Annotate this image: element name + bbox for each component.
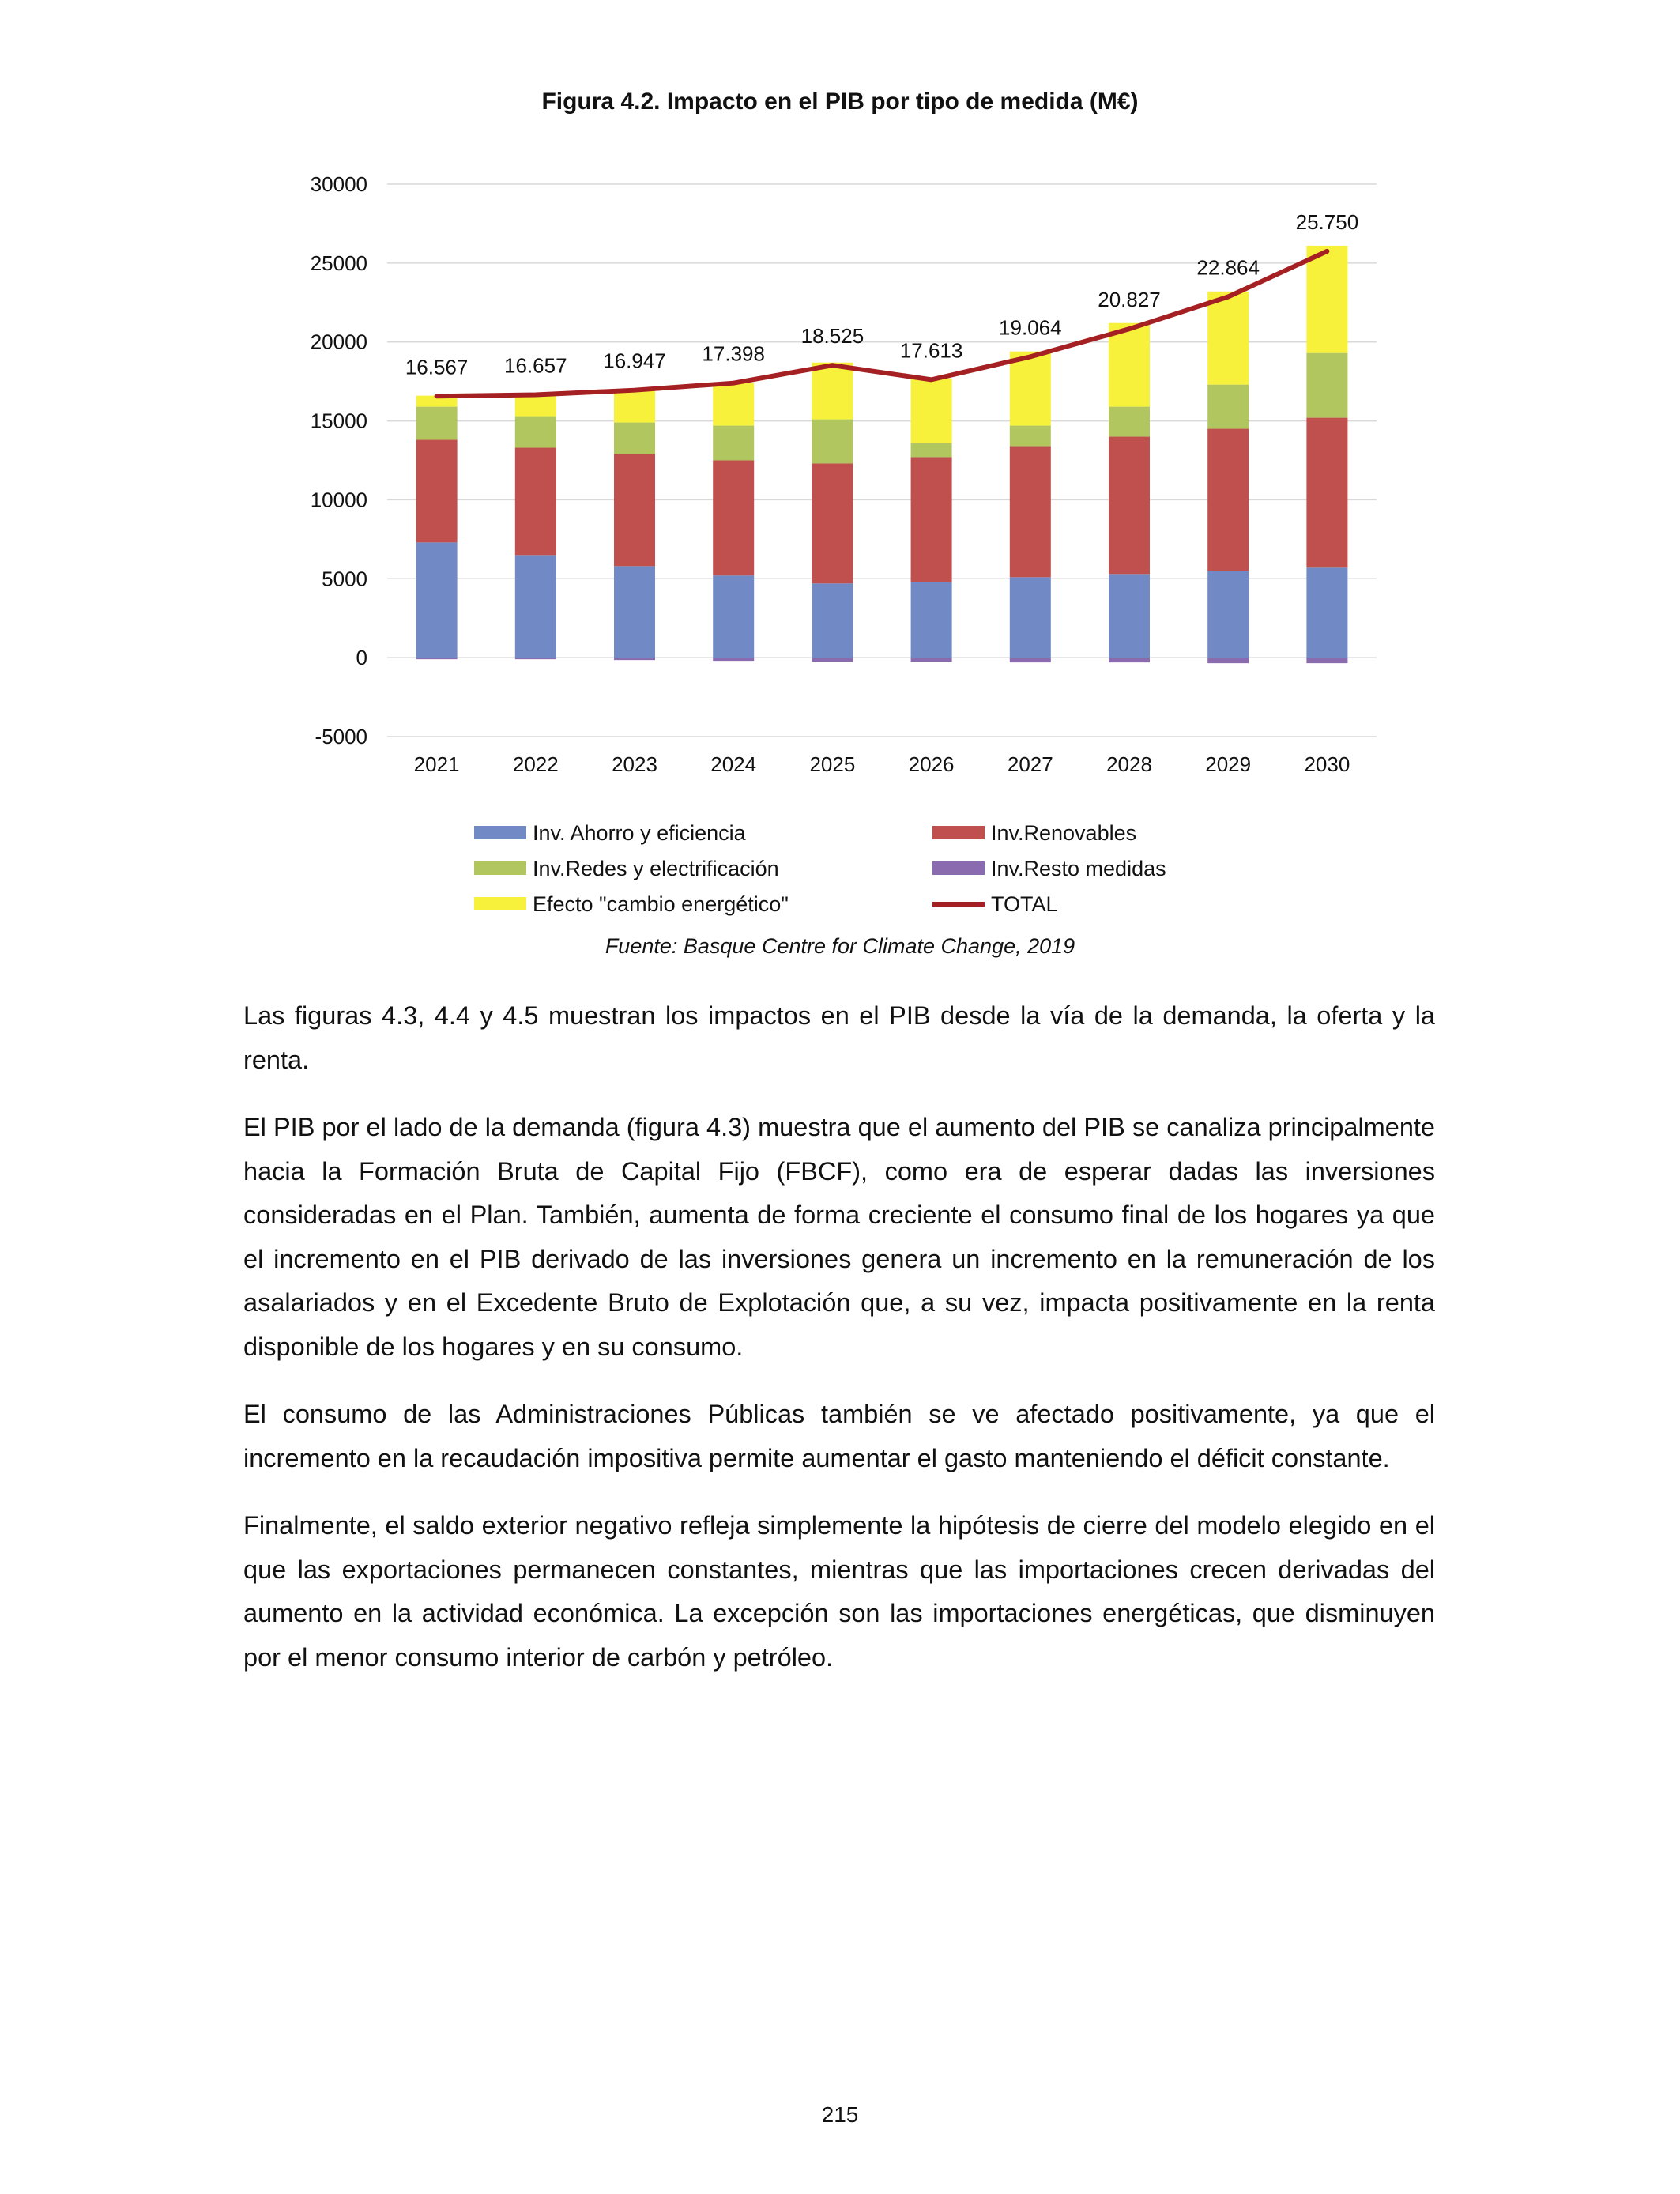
legend-label: Inv.Redes y electrificación bbox=[533, 857, 779, 880]
data-label: 16.657 bbox=[504, 353, 567, 378]
bar-segment bbox=[614, 391, 655, 423]
bar-segment bbox=[515, 417, 556, 448]
bar-segment bbox=[1207, 571, 1249, 658]
bar-segment bbox=[1306, 418, 1347, 568]
bar-segment bbox=[713, 658, 754, 661]
bar-segment bbox=[1109, 658, 1150, 662]
y-tick-label: 25000 bbox=[310, 251, 367, 275]
bar-segment bbox=[614, 658, 655, 660]
legend-item-ahorro bbox=[474, 817, 746, 849]
bar-segment bbox=[713, 461, 754, 576]
y-tick-label: 15000 bbox=[310, 409, 367, 433]
legend-item-efecto bbox=[474, 888, 789, 920]
bar-segment bbox=[416, 542, 458, 658]
bar-segment bbox=[515, 448, 556, 556]
bar-segment bbox=[1010, 352, 1051, 426]
gdp-impact-chart bbox=[0, 0, 1680, 806]
data-label: 22.864 bbox=[1196, 255, 1260, 280]
bar-segment bbox=[1109, 407, 1150, 437]
legend-item-redes bbox=[474, 853, 779, 884]
y-tick-label: 30000 bbox=[310, 172, 367, 196]
bar-segment bbox=[1207, 385, 1249, 429]
bar-segment bbox=[416, 440, 458, 543]
bar-segment bbox=[713, 383, 754, 426]
bar-segment bbox=[1010, 426, 1051, 447]
legend-swatch bbox=[932, 826, 985, 839]
bar-segment bbox=[713, 426, 754, 461]
data-label: 17.398 bbox=[702, 341, 765, 366]
bar-segment bbox=[911, 458, 952, 582]
legend-label: TOTAL bbox=[991, 892, 1058, 916]
y-tick-label: 20000 bbox=[310, 330, 367, 354]
bar-segment bbox=[515, 396, 556, 417]
bar-segment bbox=[1306, 246, 1347, 353]
bar-segment bbox=[515, 658, 556, 659]
x-axis-ticks bbox=[414, 752, 1350, 776]
y-axis-ticks bbox=[311, 172, 367, 748]
bar-segment bbox=[812, 420, 853, 464]
legend-swatch bbox=[474, 897, 526, 910]
bar-segment bbox=[911, 658, 952, 662]
y-tick-label: 5000 bbox=[322, 567, 367, 591]
data-label: 17.613 bbox=[899, 338, 963, 363]
bar-segment bbox=[515, 555, 556, 658]
bar-segment bbox=[1010, 658, 1051, 662]
bar-segment bbox=[614, 566, 655, 658]
bar-segment bbox=[911, 582, 952, 658]
figure-source: Fuente: Basque Centre for Climate Change, 2019 bbox=[605, 934, 1075, 958]
total-line-path bbox=[437, 251, 1328, 396]
bar-segment bbox=[812, 363, 853, 420]
x-tick-label: 2027 bbox=[1007, 752, 1053, 776]
bar-segment bbox=[1010, 447, 1051, 578]
bar-segment bbox=[416, 407, 458, 440]
paragraph: El PIB por el lado de la demanda (figura 4.3) muestra que el aumento del PIB se canaliza principalmente hacia la Formación Bruta de Capital Fijo (FBCF), como era de esperar dadas las inversiones consideradas en el Plan. También, aumenta de forma creciente el consumo final de los hogares ya que el incremento en el PIB derivado de las inversiones genera un incremento en la remuneración de los asalariados y en el Excedente Bruto de Explotación que, a su vez, impacta positivamente en la renta disponible de los hogares y en su consumo. bbox=[243, 1113, 1435, 1361]
data-label: 25.750 bbox=[1295, 209, 1359, 234]
x-tick-label: 2025 bbox=[809, 752, 856, 776]
bar-segment bbox=[812, 658, 853, 662]
bar-segment bbox=[1306, 567, 1347, 658]
legend-swatch bbox=[474, 826, 526, 839]
bar-segment bbox=[1207, 429, 1249, 571]
legend-label: Inv. Ahorro y eficiencia bbox=[533, 821, 746, 845]
bar-segment bbox=[614, 454, 655, 567]
data-label: 18.525 bbox=[800, 324, 864, 349]
bar-segment bbox=[1010, 577, 1051, 658]
bar-segment bbox=[1306, 353, 1347, 418]
bar-segment bbox=[1306, 658, 1347, 663]
bars bbox=[416, 246, 1348, 663]
bar-segment bbox=[1207, 292, 1249, 385]
figure-title: Figura 4.2. Impacto en el PIB por tipo de medida (M€) bbox=[541, 89, 1139, 115]
paragraph: Las figuras 4.3, 4.4 y 4.5 muestran los impactos en el PIB desde la vía de la demanda, la oferta y la renta. bbox=[243, 1001, 1435, 1074]
bar-segment bbox=[614, 423, 655, 454]
paragraph: Finalmente, el saldo exterior negativo refleja simplemente la hipótesis de cierre del modelo elegido en el que las exportaciones permanecen constantes, mientras que las importaciones crecen derivadas del aumento en la actividad económica. La excepción son las importaciones energéticas, que disminuyen por el menor consumo interior de carbón y petróleo. bbox=[243, 1511, 1435, 1672]
bar-segment bbox=[1109, 323, 1150, 407]
x-tick-label: 2022 bbox=[512, 752, 559, 776]
legend-item-total bbox=[932, 888, 1058, 920]
x-tick-label: 2030 bbox=[1304, 752, 1350, 776]
body-text bbox=[243, 994, 1435, 1703]
x-tick-label: 2026 bbox=[908, 752, 955, 776]
legend-label: Efecto "cambio energético" bbox=[533, 892, 789, 916]
bar-segment bbox=[1109, 574, 1150, 658]
legend-item-renovables bbox=[932, 817, 1136, 849]
bar-segment bbox=[812, 463, 853, 583]
paragraph: El consumo de las Administraciones Públicas también se ve afectado positivamente, ya que el incremento en la recaudación impositiva permite aumentar el gasto manteniendo el déficit constante. bbox=[243, 1400, 1435, 1472]
legend-label: Inv.Renovables bbox=[991, 821, 1137, 845]
data-label: 20.827 bbox=[1098, 288, 1161, 312]
data-label: 16.567 bbox=[405, 355, 469, 379]
x-tick-label: 2024 bbox=[710, 752, 757, 776]
bar-segment bbox=[1207, 658, 1249, 663]
legend-swatch bbox=[474, 861, 526, 875]
data-label: 16.947 bbox=[603, 349, 666, 373]
x-tick-label: 2029 bbox=[1205, 752, 1252, 776]
legend-label: Inv.Resto medidas bbox=[991, 857, 1166, 880]
bar-segment bbox=[713, 575, 754, 658]
y-tick-label: 0 bbox=[356, 646, 367, 670]
x-tick-label: 2028 bbox=[1106, 752, 1152, 776]
bar-segment bbox=[911, 443, 952, 458]
legend-item-resto bbox=[932, 853, 1166, 884]
y-tick-label: 10000 bbox=[310, 488, 367, 512]
data-label: 19.064 bbox=[999, 315, 1062, 340]
bar-segment bbox=[812, 583, 853, 658]
legend-swatch bbox=[932, 902, 985, 907]
bar-segment bbox=[911, 379, 952, 443]
page-number: 215 bbox=[821, 2102, 859, 2127]
total-line bbox=[437, 251, 1328, 396]
legend-swatch bbox=[932, 861, 985, 875]
x-tick-label: 2023 bbox=[612, 752, 657, 776]
y-tick-label: -5000 bbox=[315, 725, 367, 748]
bar-segment bbox=[416, 658, 458, 659]
x-tick-label: 2021 bbox=[413, 752, 460, 776]
bar-segment bbox=[1109, 437, 1150, 575]
